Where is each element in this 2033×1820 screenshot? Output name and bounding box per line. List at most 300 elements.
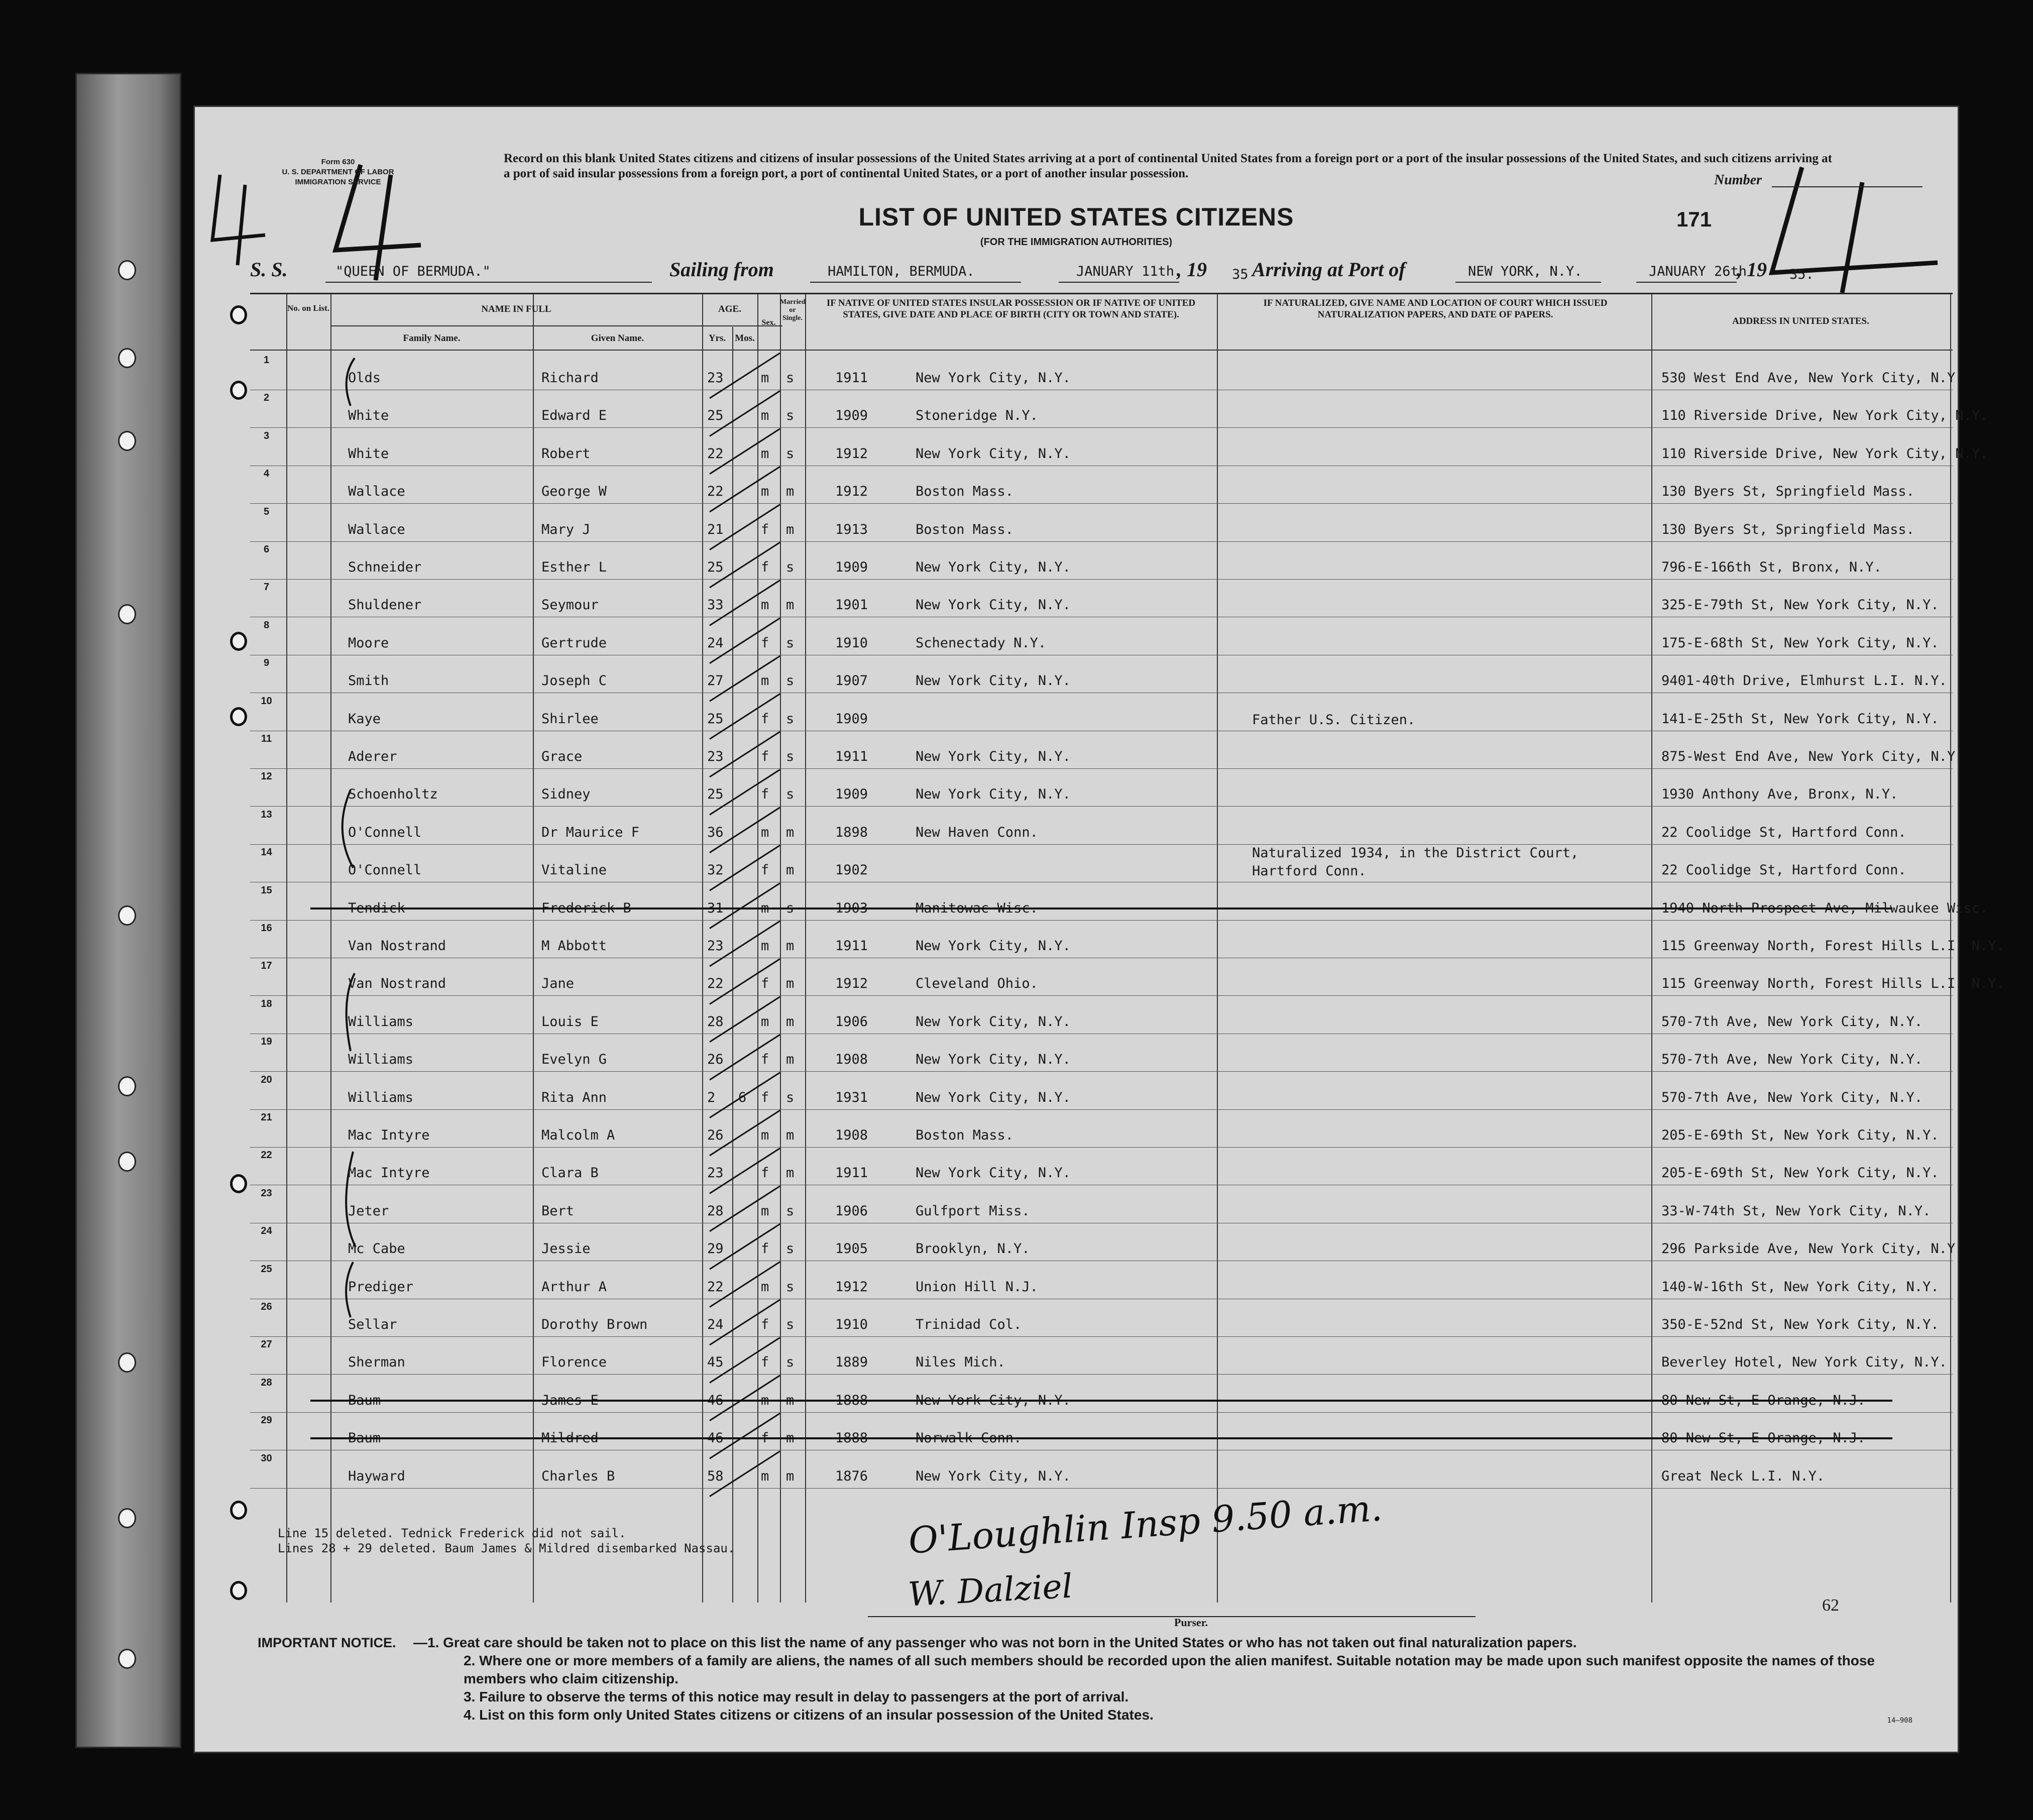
intro-text: Record on this blank United States citizens and citizens of insular possessions of the United States arriving at a port of continental United States from a foreign port or a port of the insular possessions of the United States, and such citizens arriving at a port of said insular possessions from a foreign port, a port of continental United States, or a port of another insular possession. xyxy=(504,152,1832,180)
binder-hole xyxy=(118,431,136,451)
family-name: Baum xyxy=(348,1392,381,1408)
voyage-line xyxy=(195,258,1958,288)
sex: f xyxy=(761,786,769,803)
age-years: 46 xyxy=(707,1430,724,1446)
address: 796-E-166th St, Bronx, N.Y. xyxy=(1661,559,1882,575)
age-years: 23 xyxy=(707,938,724,954)
notice-item-2: 2. Where one or more members of a family are aliens, the names of all such members should be recorded upon the alien manifest. Suitable notation may be made upon such manifest opposite the names of those members who claim citizenship. xyxy=(464,1653,1875,1686)
binder-strip xyxy=(75,73,181,1748)
strike-through-line xyxy=(310,907,1892,909)
marital-status: s xyxy=(786,635,795,651)
age-years: 2 xyxy=(707,1089,716,1105)
birth-year: 1902 xyxy=(835,862,868,878)
birth-year: 1903 xyxy=(835,900,868,916)
birth-year: 1912 xyxy=(835,484,868,500)
birth-place: Gulfport Miss. xyxy=(916,1203,1030,1219)
binder-hole xyxy=(118,1152,136,1172)
marital-status: s xyxy=(786,1354,795,1371)
row-number: 2 xyxy=(263,392,270,404)
table-row xyxy=(250,731,1964,768)
note-lines-28-29: Lines 28 + 29 deleted. Baum James & Mildred disembarked Nassau. xyxy=(278,1541,735,1555)
family-name: Shuldener xyxy=(348,597,422,613)
marital-status: s xyxy=(786,711,795,727)
checkmark-stroke xyxy=(710,959,780,1004)
table-row xyxy=(250,1261,1953,1299)
age-years: 45 xyxy=(707,1354,724,1371)
sex: f xyxy=(761,749,769,764)
header-naturalized: IF NATURALIZED, GIVE NAME AND LOCATION OF COURT WHICH ISSUED NATURALIZATION PAPERS, AND DATE OF PAPERS. xyxy=(1263,298,1608,320)
given-name: Gertrude xyxy=(541,635,607,651)
marital-status: m xyxy=(786,1052,795,1068)
given-name: Rita Ann xyxy=(541,1089,607,1105)
checkmark-stroke xyxy=(710,467,780,512)
given-name: Richard xyxy=(541,370,599,386)
marital-status: m xyxy=(786,1165,795,1181)
birth-year: 1888 xyxy=(835,1430,868,1446)
row-number: 27 xyxy=(261,1339,272,1350)
family-name: Smith xyxy=(348,673,389,689)
age-years: 25 xyxy=(707,711,724,727)
given-name: Seymour xyxy=(541,597,599,613)
notice-item-1: —1. Great care should be taken not to place on this list the name of any passenger who was not born in the United States or who has not taken out final naturalization papers. xyxy=(413,1635,1577,1650)
purser-label: Purser. xyxy=(1174,1616,1208,1629)
sex: m xyxy=(761,484,769,500)
age-years: 32 xyxy=(707,862,724,878)
given-name: Florence xyxy=(541,1354,607,1371)
birth-year: 1888 xyxy=(835,1392,868,1408)
age-years: 27 xyxy=(707,673,724,689)
binder-hole xyxy=(118,1352,136,1373)
marital-status: s xyxy=(786,786,795,803)
row-number: 8 xyxy=(263,619,270,631)
checkmark-stroke xyxy=(710,1148,780,1193)
marital-status: m xyxy=(786,597,795,613)
birth-place: New York City, N.Y. xyxy=(916,445,1071,462)
age-years: 31 xyxy=(707,900,724,916)
checkmark-stroke xyxy=(710,921,780,966)
checkmark-stroke xyxy=(710,391,780,436)
purser-signature: W. Dalziel xyxy=(907,1566,1074,1614)
family-name: Moore xyxy=(348,635,389,651)
form-identifier xyxy=(258,157,418,187)
sex: m xyxy=(761,1468,769,1484)
birth-place: New York City, N.Y. xyxy=(916,786,1071,803)
table-row xyxy=(250,768,1953,806)
birth-year: 1908 xyxy=(835,1052,868,1068)
sex: f xyxy=(761,976,769,992)
table-row xyxy=(250,807,1953,844)
address: 530 West End Ave, New York City, N.Y. xyxy=(1661,370,1964,386)
given-name: Evelyn G xyxy=(541,1052,607,1068)
header-birth: IF NATIVE OF UNITED STATES INSULAR POSSESSION OR IF NATIVE OF UNITED STATES, GIVE DATE AND PLACE OF BIRTH (CITY OR TOWN AND STATE). xyxy=(826,298,1196,320)
family-name: Kaye xyxy=(348,711,381,727)
birth-year: 1907 xyxy=(835,673,868,689)
given-name: Dorothy Brown xyxy=(541,1317,648,1332)
family-name: Tendick xyxy=(348,900,405,916)
given-name: Robert xyxy=(541,445,591,462)
checkmark-stroke xyxy=(710,1376,780,1421)
checkmark-stroke xyxy=(710,1035,780,1080)
punch-hole xyxy=(230,381,247,400)
sex: m xyxy=(761,1392,769,1408)
birth-year: 1905 xyxy=(835,1241,868,1257)
family-name: White xyxy=(348,408,389,424)
address: 175-E-68th St, New York City, N.Y. xyxy=(1661,635,1939,651)
sex: f xyxy=(761,1430,769,1446)
sex: f xyxy=(761,1089,769,1105)
given-name: Clara B xyxy=(541,1165,599,1181)
sex: m xyxy=(761,824,769,840)
family-name: Olds xyxy=(348,370,381,386)
checkmark-stroke xyxy=(710,845,780,890)
family-name: Baum xyxy=(348,1430,381,1446)
age-years: 24 xyxy=(707,635,724,651)
address: 33-W-74th St, New York City, N.Y. xyxy=(1661,1203,1931,1219)
address: 22 Coolidge St, Hartford Conn. xyxy=(1661,824,1906,840)
sex: f xyxy=(761,559,769,575)
sex: f xyxy=(761,1317,769,1332)
birth-year: 1901 xyxy=(835,597,868,613)
family-name: Prediger xyxy=(348,1279,414,1295)
table-row xyxy=(250,1336,1953,1374)
marital-status: m xyxy=(786,1430,795,1446)
birth-year: 1912 xyxy=(835,1279,868,1295)
marital-status: s xyxy=(786,1203,795,1219)
arriving-label: Arriving at Port of xyxy=(1252,258,1406,281)
birth-year: 1909 xyxy=(835,408,868,424)
table-row xyxy=(250,1109,1953,1147)
row-number: 24 xyxy=(261,1225,272,1237)
sex: m xyxy=(761,445,769,462)
row-number: 29 xyxy=(261,1415,272,1426)
sex: f xyxy=(761,635,769,651)
sex: f xyxy=(761,521,769,537)
age-years: 28 xyxy=(707,1203,724,1219)
marital-status: m xyxy=(786,521,795,537)
address: Beverley Hotel, New York City, N.Y. xyxy=(1661,1354,1947,1371)
binder-hole xyxy=(118,905,136,926)
birth-place: New York City, N.Y. xyxy=(916,673,1071,689)
birth-year: 1913 xyxy=(835,521,868,537)
sex: f xyxy=(761,1052,769,1068)
age-years: 25 xyxy=(707,408,724,424)
address: 570-7th Ave, New York City, N.Y. xyxy=(1661,1013,1923,1030)
manifest-page xyxy=(193,105,2004,1753)
birth-place: Manitowac Wisc. xyxy=(916,900,1038,916)
given-name: Jessie xyxy=(541,1241,591,1257)
birth-place: Boston Mass. xyxy=(916,1127,1014,1143)
given-name: Vitaline xyxy=(541,862,607,878)
family-name: White xyxy=(348,445,389,462)
age-years: 25 xyxy=(707,559,724,575)
given-name: Bert xyxy=(541,1203,575,1219)
checkmark-stroke xyxy=(710,1262,780,1307)
sex: m xyxy=(761,938,769,954)
header-age: AGE. xyxy=(718,304,741,314)
address: 115 Greenway North, Forest Hills L.I. N.Y. xyxy=(1661,976,2004,992)
birth-year: 1898 xyxy=(835,824,868,840)
list-number: 171 xyxy=(1676,207,1712,231)
given-name: Mildred xyxy=(541,1430,599,1446)
header-address: ADDRESS IN UNITED STATES. xyxy=(1732,316,1869,326)
given-name: George W xyxy=(541,484,607,500)
checkmark-stroke xyxy=(710,429,780,474)
birth-place: Brooklyn, N.Y. xyxy=(916,1241,1030,1257)
birth-place: New York City, N.Y. xyxy=(916,1392,1071,1408)
table-row xyxy=(250,390,1988,427)
marital-status: s xyxy=(786,1241,795,1257)
birth-year: 1908 xyxy=(835,1127,868,1143)
sex: m xyxy=(761,1203,769,1219)
family-name: Williams xyxy=(348,1013,414,1030)
row-number: 11 xyxy=(261,733,272,744)
table-row xyxy=(250,693,1953,731)
table-row xyxy=(250,996,1953,1034)
address: 80 New St, E Orange, N.J. xyxy=(1661,1392,1866,1408)
birth-place: Norwalk Conn. xyxy=(916,1430,1022,1446)
deletion-notes xyxy=(278,1526,735,1556)
address: 110 Riverside Drive, New York City, N.Y. xyxy=(1661,408,1988,424)
checkmark-stroke xyxy=(710,808,780,853)
birth-place: New York City, N.Y. xyxy=(916,749,1071,764)
family-name: Aderer xyxy=(348,749,397,764)
marital-status: m xyxy=(786,976,795,992)
row-number: 4 xyxy=(263,468,270,480)
table-row xyxy=(250,352,1964,390)
checkmark-strokes xyxy=(705,348,805,1629)
checkmark-stroke xyxy=(710,769,780,815)
marital-status: s xyxy=(786,1279,795,1295)
age-years: 22 xyxy=(707,976,724,992)
birth-place: Schenectady N.Y. xyxy=(916,635,1047,651)
header-family-name: Family Name. xyxy=(403,333,461,344)
table-row xyxy=(250,504,1953,541)
family-name: Williams xyxy=(348,1052,414,1068)
given-name: Shirlee xyxy=(541,711,599,727)
birth-place: New York City, N.Y. xyxy=(916,559,1071,575)
address: 80 New St, E Orange, N.J. xyxy=(1661,1430,1866,1446)
citizens-table xyxy=(250,293,2004,1603)
sailing-label: Sailing from xyxy=(669,258,774,281)
table-row xyxy=(250,1223,1964,1261)
row-number: 6 xyxy=(263,544,270,555)
checkmark-stroke xyxy=(710,1300,780,1345)
birth-place: Boston Mass. xyxy=(916,484,1014,500)
family-name: Williams xyxy=(348,1089,414,1105)
marital-status: s xyxy=(786,559,795,575)
sex: m xyxy=(761,597,769,613)
page-subtitle: (FOR THE IMMIGRATION AUTHORITIES) xyxy=(980,237,1173,248)
marital-status: s xyxy=(786,1317,795,1332)
notice-heading: IMPORTANT NOTICE. xyxy=(258,1635,396,1650)
age-months: 6 xyxy=(738,1089,747,1105)
address: 570-7th Ave, New York City, N.Y. xyxy=(1661,1052,1923,1068)
marital-status: s xyxy=(786,445,795,462)
age-years: 25 xyxy=(707,786,724,803)
notice-item-3: 3. Failure to observe the terms of this notice may result in delay to passengers at the port of arrival. xyxy=(464,1689,1129,1704)
given-name: Frederick B xyxy=(541,900,631,916)
family-name: Mac Intyre xyxy=(348,1165,430,1181)
given-name: Joseph C xyxy=(541,673,607,689)
family-name: Mac Intyre xyxy=(348,1127,430,1143)
checkmark-stroke xyxy=(710,618,780,663)
row-number: 25 xyxy=(261,1263,272,1275)
family-name: O'Connell xyxy=(348,824,422,840)
birth-place: Stoneridge N.Y. xyxy=(916,408,1038,424)
family-name: Wallace xyxy=(348,521,405,537)
family-brackets xyxy=(330,348,371,1604)
checkmark-stroke xyxy=(710,883,780,929)
sex: m xyxy=(761,1279,769,1295)
checkmark-stroke xyxy=(710,694,780,739)
address: 570-7th Ave, New York City, N.Y. xyxy=(1661,1089,1923,1105)
ss-label: S. S. xyxy=(250,258,288,281)
strike-through-line xyxy=(310,1400,1892,1402)
address: 350-E-52nd St, New York City, N.Y. xyxy=(1661,1317,1939,1332)
table-row xyxy=(250,844,1953,882)
family-name: Jeter xyxy=(348,1203,389,1219)
given-name: Arthur A xyxy=(541,1279,607,1295)
note-line-15: Line 15 deleted. Tednick Frederick did not sail. xyxy=(278,1526,626,1540)
age-years: 26 xyxy=(707,1052,724,1068)
row-number: 12 xyxy=(261,771,272,782)
family-name: Sherman xyxy=(348,1354,405,1371)
row-number: 3 xyxy=(263,430,270,441)
address: 296 Parkside Ave, New York City, N.Y. xyxy=(1661,1241,1964,1257)
birth-year: 1931 xyxy=(835,1089,868,1105)
birth-year: 1889 xyxy=(835,1354,868,1371)
address: 130 Byers St, Springfield Mass. xyxy=(1661,521,1914,537)
row-number: 30 xyxy=(261,1452,272,1464)
birth-place: New Haven Conn. xyxy=(916,824,1038,840)
header-mos: Mos. xyxy=(735,333,755,344)
family-name: Wallace xyxy=(348,484,405,500)
birth-year: 1910 xyxy=(835,1317,868,1332)
marital-status: m xyxy=(786,1468,795,1484)
header-name-in-full: NAME IN FULL xyxy=(481,304,551,314)
birth-place: New York City, N.Y. xyxy=(916,1165,1071,1181)
address: 205-E-69th St, New York City, N.Y. xyxy=(1661,1165,1939,1181)
table-row xyxy=(250,579,1953,617)
birth-year: 1909 xyxy=(835,559,868,575)
row-number: 28 xyxy=(261,1377,272,1388)
address: 1930 Anthony Ave, Bronx, N.Y. xyxy=(1661,786,1898,803)
family-name: Mc Cabe xyxy=(348,1241,405,1257)
row-number: 10 xyxy=(261,695,272,707)
marital-status: m xyxy=(786,862,795,878)
birth-year: 1910 xyxy=(835,635,868,651)
service-name: IMMIGRATION SERVICE xyxy=(295,178,381,186)
marital-status: s xyxy=(786,408,795,424)
from-year-prefix: , 19 xyxy=(1177,258,1207,281)
sex: f xyxy=(761,1354,769,1371)
given-name: Jane xyxy=(541,976,575,992)
row-number: 14 xyxy=(261,847,272,858)
to-year: 35. xyxy=(1789,267,1814,282)
checkmark-stroke xyxy=(710,997,780,1042)
from-date: JANUARY 11th xyxy=(1076,264,1175,279)
birth-place: New York City, N.Y. xyxy=(916,1089,1071,1105)
header-no: No. on List. xyxy=(287,303,330,313)
address: 205-E-69th St, New York City, N.Y. xyxy=(1661,1127,1939,1143)
birth-place: New York City, N.Y. xyxy=(916,938,1071,954)
address: 325-E-79th St, New York City, N.Y. xyxy=(1661,597,1939,613)
birth-year: 1909 xyxy=(835,786,868,803)
address: 110 Riverside Drive, New York City, N.Y. xyxy=(1661,445,1988,462)
table-row xyxy=(250,541,1953,579)
number-line xyxy=(1772,186,1923,187)
strike-through-line xyxy=(310,1437,1892,1439)
binder-hole xyxy=(118,604,136,624)
row-number: 20 xyxy=(261,1074,272,1085)
given-name: Mary J xyxy=(541,521,591,537)
table-row xyxy=(250,1147,1953,1185)
sheet-number: 62 xyxy=(1822,1596,1839,1615)
marital-status: s xyxy=(786,749,795,764)
department-name: U. S. DEPARTMENT OF LABOR xyxy=(282,168,394,176)
table-row xyxy=(250,1375,1953,1412)
birth-year: 1911 xyxy=(835,1165,868,1181)
marital-status: m xyxy=(786,484,795,500)
birth-year: 1911 xyxy=(835,749,868,764)
given-name: James E xyxy=(541,1392,599,1408)
birth-place: New York City, N.Y. xyxy=(916,1013,1071,1030)
table-row xyxy=(250,958,2004,995)
age-years: 22 xyxy=(707,484,724,500)
table-row xyxy=(250,920,2004,958)
table-row xyxy=(250,1072,1953,1109)
given-name: Sidney xyxy=(541,786,591,803)
checkmark-stroke xyxy=(710,1224,780,1269)
family-name: Van Nostrand xyxy=(348,938,446,954)
row-number: 19 xyxy=(261,1036,272,1048)
table-row xyxy=(250,617,1953,655)
punch-hole xyxy=(230,1581,247,1600)
marital-status: s xyxy=(786,673,795,689)
age-years: 46 xyxy=(707,1392,724,1408)
row-number: 22 xyxy=(261,1150,272,1161)
checkmark-stroke xyxy=(710,656,780,701)
address: 140-W-16th St, New York City, N.Y. xyxy=(1661,1279,1939,1295)
family-name: Sellar xyxy=(348,1317,397,1332)
sex: f xyxy=(761,1165,769,1181)
row-number: 1 xyxy=(263,355,270,366)
checkmark-stroke xyxy=(710,1073,780,1118)
checkmark-stroke xyxy=(710,505,780,550)
to-date: JANUARY 26th xyxy=(1649,264,1747,279)
birth-place: Cleveland Ohio. xyxy=(916,976,1038,992)
sex: m xyxy=(761,408,769,424)
form-number: Form 630 xyxy=(321,158,355,166)
checkmark-stroke xyxy=(710,353,780,398)
naturalization: Father U.S. Citizen. xyxy=(1252,712,1416,728)
address: Great Neck L.I. N.Y. xyxy=(1661,1468,1825,1484)
binder-hole xyxy=(118,1076,136,1096)
table-row xyxy=(250,466,1953,503)
address: 875-West End Ave, New York City, N.Y. xyxy=(1661,749,1964,764)
age-years: 29 xyxy=(707,1241,724,1257)
age-years: 58 xyxy=(707,1468,724,1484)
naturalization: Naturalized 1934, in the District Court, Hartford Conn. xyxy=(1252,845,1579,879)
birth-year: 1911 xyxy=(835,938,868,954)
checkmark-stroke xyxy=(710,1110,780,1156)
sex: f xyxy=(761,711,769,727)
family-name: O'Connell xyxy=(348,862,422,878)
row-number: 5 xyxy=(263,506,270,517)
checkmark-stroke xyxy=(710,1186,780,1231)
row-number: 16 xyxy=(261,923,272,934)
punch-hole xyxy=(230,707,247,726)
